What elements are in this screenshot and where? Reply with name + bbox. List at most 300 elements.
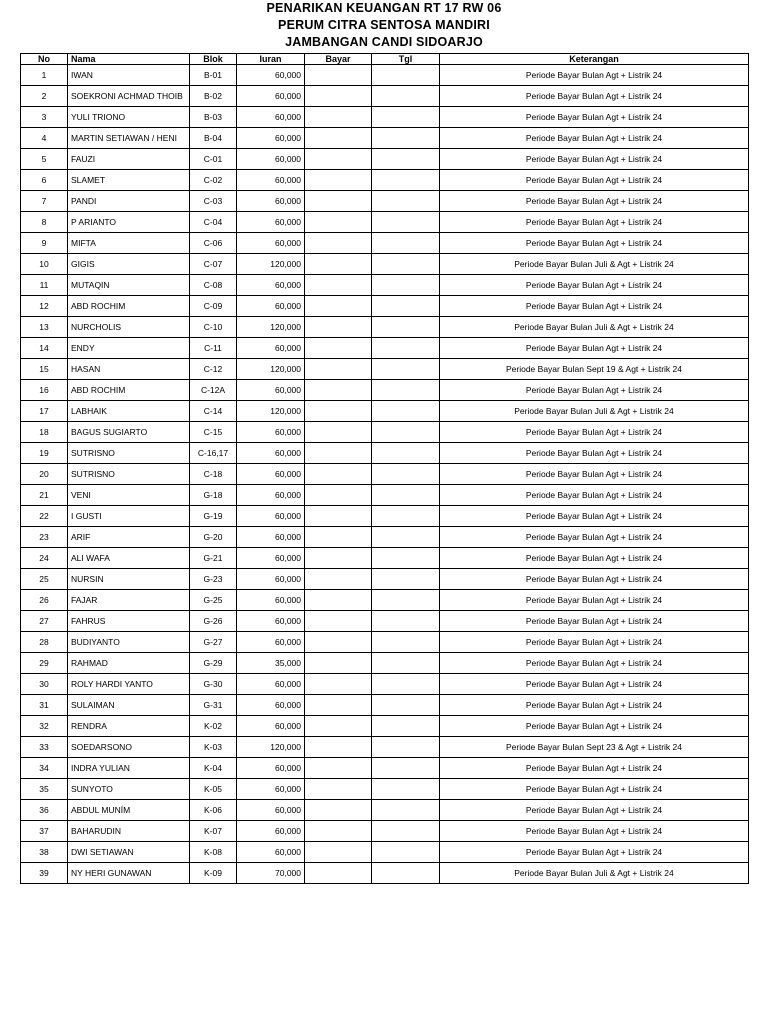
cell-blok: G-30 [190,674,237,695]
cell-iuran: 60,000 [237,149,305,170]
cell-blok: C-09 [190,296,237,317]
cell-no: 5 [21,149,68,170]
cell-blok: G-23 [190,569,237,590]
cell-keterangan: Periode Bayar Bulan Agt + Listrik 24 [440,590,749,611]
cell-tgl [372,716,440,737]
cell-bayar [305,422,372,443]
cell-keterangan: Periode Bayar Bulan Juli & Agt + Listrik 24 [440,317,749,338]
cell-nama: SLAMET [68,170,190,191]
table-row [21,65,749,86]
table-row [21,611,749,632]
cell-iuran: 60,000 [237,758,305,779]
cell-iuran: 60,000 [237,590,305,611]
cell-tgl [372,338,440,359]
cell-tgl [372,275,440,296]
cell-bayar [305,653,372,674]
cell-nama: ABD ROCHIM [68,380,190,401]
cell-no: 22 [21,506,68,527]
cell-bayar [305,233,372,254]
cell-bayar [305,275,372,296]
cell-keterangan: Periode Bayar Bulan Agt + Listrik 24 [440,632,749,653]
cell-blok: K-05 [190,779,237,800]
cell-nama: FAJAR [68,590,190,611]
cell-no: 1 [21,65,68,86]
table-row [21,842,749,863]
cell-keterangan: Periode Bayar Bulan Agt + Listrik 24 [440,86,749,107]
cell-bayar [305,317,372,338]
header-nama: Nama [68,54,190,65]
cell-iuran: 60,000 [237,779,305,800]
cell-tgl [372,632,440,653]
cell-bayar [305,254,372,275]
table-row [21,338,749,359]
table-row [21,296,749,317]
cell-no: 12 [21,296,68,317]
cell-keterangan: Periode Bayar Bulan Agt + Listrik 24 [440,506,749,527]
cell-no: 9 [21,233,68,254]
cell-blok: K-07 [190,821,237,842]
cell-blok: K-09 [190,863,237,884]
cell-blok: B-03 [190,107,237,128]
cell-keterangan: Periode Bayar Bulan Agt + Listrik 24 [440,275,749,296]
cell-iuran: 120,000 [237,401,305,422]
cell-tgl [372,380,440,401]
cell-keterangan: Periode Bayar Bulan Agt + Listrik 24 [440,338,749,359]
cell-blok: C-18 [190,464,237,485]
cell-keterangan: Periode Bayar Bulan Sept 23 & Agt + Listrik 24 [440,737,749,758]
cell-bayar [305,611,372,632]
cell-no: 36 [21,800,68,821]
cell-iuran: 60,000 [237,212,305,233]
table-row [21,380,749,401]
cell-keterangan: Periode Bayar Bulan Sept 19 & Agt + Listrik 24 [440,359,749,380]
cell-no: 8 [21,212,68,233]
cell-no: 33 [21,737,68,758]
cell-tgl [372,317,440,338]
cell-bayar [305,380,372,401]
table-row [21,86,749,107]
cell-keterangan: Periode Bayar Bulan Agt + Listrik 24 [440,779,749,800]
cell-tgl [372,359,440,380]
cell-bayar [305,758,372,779]
cell-bayar [305,695,372,716]
cell-bayar [305,506,372,527]
cell-bayar [305,842,372,863]
cell-nama: MUTAQIN [68,275,190,296]
table-row [21,170,749,191]
cell-bayar [305,716,372,737]
cell-iuran: 60,000 [237,485,305,506]
table-row [21,485,749,506]
cell-keterangan: Periode Bayar Bulan Agt + Listrik 24 [440,149,749,170]
cell-keterangan: Periode Bayar Bulan Agt + Listrik 24 [440,107,749,128]
cell-blok: G-18 [190,485,237,506]
cell-tgl [372,611,440,632]
cell-iuran: 60,000 [237,506,305,527]
cell-nama: YULI TRIONO [68,107,190,128]
cell-blok: K-04 [190,758,237,779]
cell-no: 17 [21,401,68,422]
cell-no: 37 [21,821,68,842]
cell-tgl [372,464,440,485]
cell-keterangan: Periode Bayar Bulan Agt + Listrik 24 [440,674,749,695]
cell-nama: SULAIMAN [68,695,190,716]
cell-nama: BUDIYANTO [68,632,190,653]
table-row [21,464,749,485]
cell-tgl [372,821,440,842]
header-iuran: Iuran [237,54,305,65]
table-row [21,443,749,464]
cell-no: 2 [21,86,68,107]
cell-nama: HASAN [68,359,190,380]
table-row [21,212,749,233]
cell-bayar [305,107,372,128]
cell-no: 32 [21,716,68,737]
cell-bayar [305,548,372,569]
cell-nama: ABD ROCHIM [68,296,190,317]
cell-blok: C-01 [190,149,237,170]
cell-bayar [305,485,372,506]
table-row [21,653,749,674]
cell-keterangan: Periode Bayar Bulan Agt + Listrik 24 [440,191,749,212]
cell-keterangan: Periode Bayar Bulan Agt + Listrik 24 [440,212,749,233]
cell-blok: C-10 [190,317,237,338]
cell-bayar [305,590,372,611]
cell-bayar [305,401,372,422]
cell-keterangan: Periode Bayar Bulan Agt + Listrik 24 [440,653,749,674]
cell-bayar [305,338,372,359]
cell-keterangan: Periode Bayar Bulan Agt + Listrik 24 [440,758,749,779]
cell-blok: C-03 [190,191,237,212]
table-row [21,233,749,254]
cell-tgl [372,443,440,464]
cell-iuran: 60,000 [237,191,305,212]
cell-no: 35 [21,779,68,800]
table-row [21,506,749,527]
cell-keterangan: Periode Bayar Bulan Juli & Agt + Listrik 24 [440,863,749,884]
cell-keterangan: Periode Bayar Bulan Agt + Listrik 24 [440,800,749,821]
cell-tgl [372,842,440,863]
cell-iuran: 60,000 [237,65,305,86]
cell-nama: P ARIANTO [68,212,190,233]
cell-bayar [305,296,372,317]
table-row [21,359,749,380]
cell-no: 18 [21,422,68,443]
header-tgl: Tgl [372,54,440,65]
table-row [21,821,749,842]
cell-nama: SOEDARSONO [68,737,190,758]
cell-nama: NURCHOLIS [68,317,190,338]
cell-iuran: 60,000 [237,716,305,737]
cell-nama: SOEKRONI ACHMAD THOIB [68,86,190,107]
table-row [21,590,749,611]
table-row [21,422,749,443]
cell-blok: G-20 [190,527,237,548]
cell-no: 29 [21,653,68,674]
cell-bayar [305,464,372,485]
cell-keterangan: Periode Bayar Bulan Juli & Agt + Listrik 24 [440,401,749,422]
cell-iuran: 60,000 [237,527,305,548]
cell-blok: C-04 [190,212,237,233]
table-row [21,674,749,695]
cell-bayar [305,65,372,86]
cell-no: 24 [21,548,68,569]
cell-blok: G-21 [190,548,237,569]
cell-bayar [305,632,372,653]
cell-iuran: 35,000 [237,653,305,674]
cell-tgl [372,590,440,611]
document-subtitle-location: JAMBANGAN CANDI SIDOARJO [285,35,483,49]
table-row [21,107,749,128]
table-row [21,128,749,149]
cell-nama: NY HERI GUNAWAN [68,863,190,884]
cell-keterangan: Periode Bayar Bulan Agt + Listrik 24 [440,527,749,548]
cell-blok: G-29 [190,653,237,674]
table-header [21,54,749,65]
cell-nama: RENDRA [68,716,190,737]
cell-blok: C-12 [190,359,237,380]
cell-bayar [305,569,372,590]
table-row [21,632,749,653]
cell-no: 30 [21,674,68,695]
table-row [21,548,749,569]
cell-nama: ENDY [68,338,190,359]
cell-nama: PANDI [68,191,190,212]
cell-no: 31 [21,695,68,716]
cell-no: 28 [21,632,68,653]
cell-tgl [372,170,440,191]
cell-no: 27 [21,611,68,632]
cell-iuran: 60,000 [237,275,305,296]
cell-nama: DWI SETIAWAN [68,842,190,863]
cell-iuran: 60,000 [237,128,305,149]
cell-nama: IWAN [68,65,190,86]
cell-tgl [372,233,440,254]
payment-table [20,53,749,884]
cell-blok: C-11 [190,338,237,359]
cell-iuran: 120,000 [237,317,305,338]
cell-bayar [305,800,372,821]
cell-nama: ARIF [68,527,190,548]
cell-blok: G-26 [190,611,237,632]
cell-iuran: 70,000 [237,863,305,884]
cell-iuran: 60,000 [237,842,305,863]
cell-keterangan: Periode Bayar Bulan Agt + Listrik 24 [440,485,749,506]
cell-keterangan: Periode Bayar Bulan Agt + Listrik 24 [440,464,749,485]
cell-nama: I GUSTI [68,506,190,527]
cell-blok: C-15 [190,422,237,443]
cell-nama: FAUZI [68,149,190,170]
cell-keterangan: Periode Bayar Bulan Agt + Listrik 24 [440,422,749,443]
cell-bayar [305,863,372,884]
cell-nama: MIFTA [68,233,190,254]
table-row [21,527,749,548]
cell-iuran: 60,000 [237,170,305,191]
cell-no: 26 [21,590,68,611]
cell-nama: ABDUL MUNÍM [68,800,190,821]
cell-nama: FAHRUS [68,611,190,632]
cell-blok: B-02 [190,86,237,107]
cell-tgl [372,569,440,590]
cell-no: 7 [21,191,68,212]
cell-tgl [372,506,440,527]
cell-keterangan: Periode Bayar Bulan Agt + Listrik 24 [440,611,749,632]
cell-iuran: 60,000 [237,107,305,128]
cell-bayar [305,149,372,170]
cell-blok: K-03 [190,737,237,758]
cell-keterangan: Periode Bayar Bulan Agt + Listrik 24 [440,65,749,86]
cell-bayar [305,128,372,149]
cell-no: 4 [21,128,68,149]
document-subtitle-housing: PERUM CITRA SENTOSA MANDIRI [278,18,490,32]
table-row [21,317,749,338]
cell-keterangan: Periode Bayar Bulan Agt + Listrik 24 [440,569,749,590]
cell-tgl [372,527,440,548]
cell-no: 39 [21,863,68,884]
cell-no: 13 [21,317,68,338]
cell-nama: ROLY HARDI YANTO [68,674,190,695]
cell-tgl [372,254,440,275]
cell-no: 25 [21,569,68,590]
cell-tgl [372,863,440,884]
table-row [21,401,749,422]
cell-bayar [305,443,372,464]
cell-no: 10 [21,254,68,275]
cell-tgl [372,695,440,716]
cell-keterangan: Periode Bayar Bulan Agt + Listrik 24 [440,842,749,863]
cell-nama: ALI WAFA [68,548,190,569]
cell-iuran: 60,000 [237,422,305,443]
cell-nama: SUTRISNO [68,464,190,485]
table-row [21,569,749,590]
cell-nama: BAGUS SUGIARTO [68,422,190,443]
table-row [21,254,749,275]
cell-blok: C-07 [190,254,237,275]
cell-tgl [372,653,440,674]
cell-iuran: 60,000 [237,380,305,401]
table-row [21,737,749,758]
cell-tgl [372,422,440,443]
cell-tgl [372,758,440,779]
cell-nama: SUNYOTO [68,779,190,800]
cell-iuran: 60,000 [237,569,305,590]
cell-no: 14 [21,338,68,359]
header-blok: Blok [190,54,237,65]
cell-tgl [372,674,440,695]
cell-nama: LABHAIK [68,401,190,422]
cell-keterangan: Periode Bayar Bulan Agt + Listrik 24 [440,170,749,191]
cell-no: 16 [21,380,68,401]
cell-tgl [372,401,440,422]
cell-no: 21 [21,485,68,506]
cell-blok: K-08 [190,842,237,863]
cell-blok: C-12A [190,380,237,401]
cell-iuran: 60,000 [237,233,305,254]
header-keterangan: Keterangan [440,54,749,65]
cell-no: 23 [21,527,68,548]
cell-keterangan: Periode Bayar Bulan Agt + Listrik 24 [440,128,749,149]
document-title: PENARIKAN KEUANGAN RT 17 RW 06 [266,1,502,15]
cell-bayar [305,779,372,800]
cell-no: 38 [21,842,68,863]
cell-blok: C-14 [190,401,237,422]
cell-iuran: 60,000 [237,86,305,107]
cell-iuran: 60,000 [237,611,305,632]
cell-tgl [372,737,440,758]
table-row [21,695,749,716]
cell-no: 19 [21,443,68,464]
cell-no: 34 [21,758,68,779]
table-row [21,758,749,779]
cell-tgl [372,128,440,149]
cell-blok: C-16,17 [190,443,237,464]
document-header [0,0,768,51]
cell-bayar [305,359,372,380]
cell-nama: GIGIS [68,254,190,275]
cell-iuran: 60,000 [237,443,305,464]
cell-keterangan: Periode Bayar Bulan Agt + Listrik 24 [440,716,749,737]
cell-nama: SUTRISNO [68,443,190,464]
table-row [21,779,749,800]
cell-blok: K-06 [190,800,237,821]
cell-blok: K-02 [190,716,237,737]
cell-tgl [372,296,440,317]
cell-keterangan: Periode Bayar Bulan Agt + Listrik 24 [440,233,749,254]
cell-blok: B-04 [190,128,237,149]
cell-iuran: 60,000 [237,296,305,317]
cell-blok: B-01 [190,65,237,86]
cell-nama: RAHMAD [68,653,190,674]
header-no: No [21,54,68,65]
cell-blok: G-19 [190,506,237,527]
cell-bayar [305,170,372,191]
cell-tgl [372,548,440,569]
cell-keterangan: Periode Bayar Bulan Agt + Listrik 24 [440,695,749,716]
cell-blok: C-06 [190,233,237,254]
cell-bayar [305,86,372,107]
cell-iuran: 60,000 [237,338,305,359]
cell-bayar [305,212,372,233]
cell-tgl [372,86,440,107]
cell-bayar [305,737,372,758]
cell-iuran: 60,000 [237,800,305,821]
table-row [21,149,749,170]
cell-blok: C-02 [190,170,237,191]
cell-iuran: 120,000 [237,737,305,758]
cell-iuran: 60,000 [237,548,305,569]
cell-tgl [372,107,440,128]
table-row [21,800,749,821]
cell-iuran: 60,000 [237,821,305,842]
cell-bayar [305,527,372,548]
table-body [21,65,749,884]
table-row [21,863,749,884]
cell-tgl [372,485,440,506]
cell-no: 20 [21,464,68,485]
cell-iuran: 60,000 [237,464,305,485]
cell-blok: G-25 [190,590,237,611]
cell-iuran: 60,000 [237,695,305,716]
table-row [21,716,749,737]
cell-no: 11 [21,275,68,296]
cell-tgl [372,800,440,821]
cell-keterangan: Periode Bayar Bulan Agt + Listrik 24 [440,443,749,464]
cell-nama: NURSIN [68,569,190,590]
cell-nama: BAHARUDIN [68,821,190,842]
table-row [21,275,749,296]
table-row [21,191,749,212]
cell-iuran: 60,000 [237,674,305,695]
